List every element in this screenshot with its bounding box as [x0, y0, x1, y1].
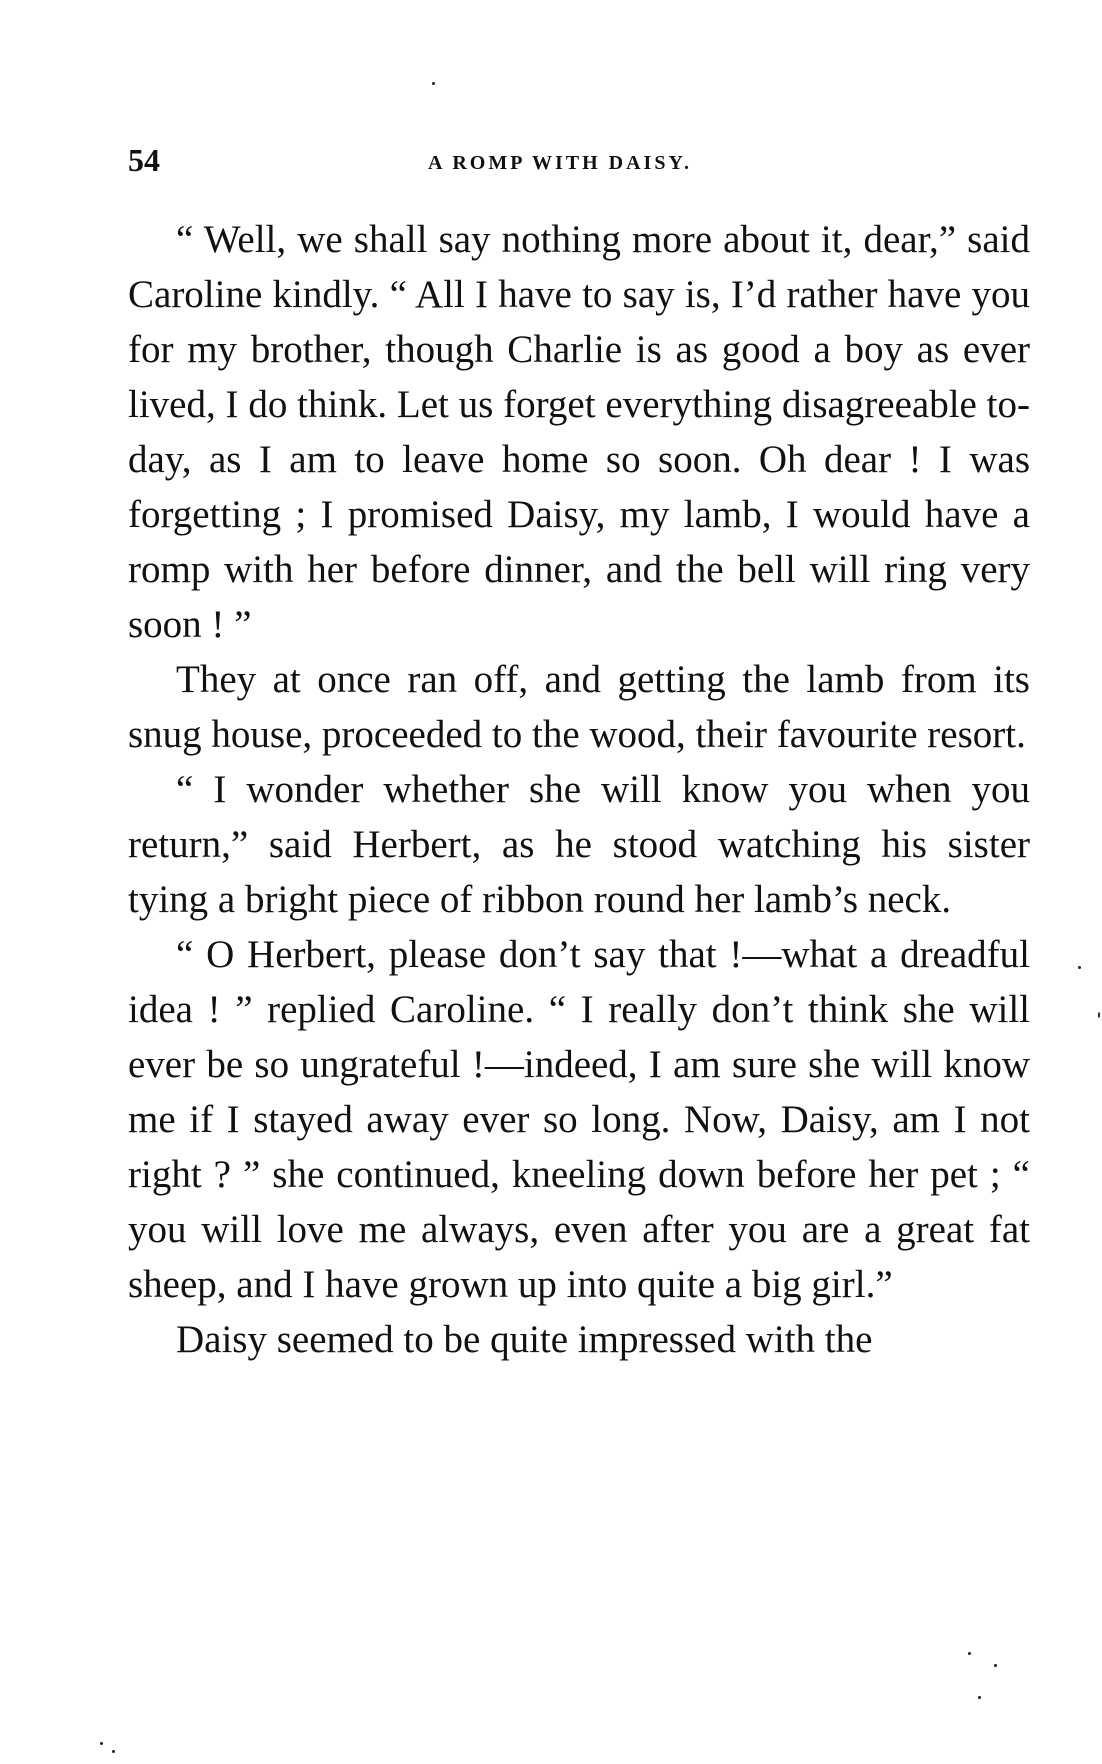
page-header: [128, 138, 1028, 188]
scan-speck: [112, 1750, 115, 1753]
running-title: A ROMP WITH DAISY.: [428, 152, 693, 174]
paragraph: “ I wonder whether she will know you when you return,” said Herbert, as he stood watching his sister tying a bright piece of ribbon round her lamb’s neck.: [128, 768, 1030, 921]
paragraph: “ O Herbert, please don’t say that !—what a dreadful idea ! ” replied Caroline. “ I really don’t think she will ever be so ungrateful !—indeed, I am sure she will know me if I stayed away ever so long. Now, Daisy, am I not right ? ” she continued, kneeling down before her pet ; “ you will love me always, even after you are a great fat sheep, and I have grown up into quite a big girl.”: [128, 933, 1030, 1306]
scan-speck: [978, 1696, 981, 1699]
scan-speck: [1098, 1012, 1100, 1018]
scan-speck: [1078, 966, 1081, 969]
scan-speck: [994, 1664, 997, 1667]
scan-speck: [968, 1652, 971, 1655]
paragraph: “ Well, we shall say nothing more about it, dear,” said Caroline kindly. “ All I have to say is, I’d rather have you for my brother, though Charlie is as good a boy as ever lived, I do think. Let us forget everything disagreeable to-day, as I am to leave home so soon. Oh dear ! I was forgetting ; I promised Daisy, my lamb, I would have a romp with her before dinner, and the bell will ring very soon ! ”: [128, 218, 1030, 646]
paragraph: They at once ran off, and getting the lamb from its snug house, proceeded to the wood, their favourite resort.: [128, 658, 1030, 756]
paragraph: Daisy seemed to be quite impressed with the: [176, 1318, 873, 1361]
scan-speck: [432, 82, 435, 85]
scan-speck: [100, 1742, 103, 1745]
body-text: [128, 212, 1030, 1367]
page-number: 54: [128, 142, 160, 178]
